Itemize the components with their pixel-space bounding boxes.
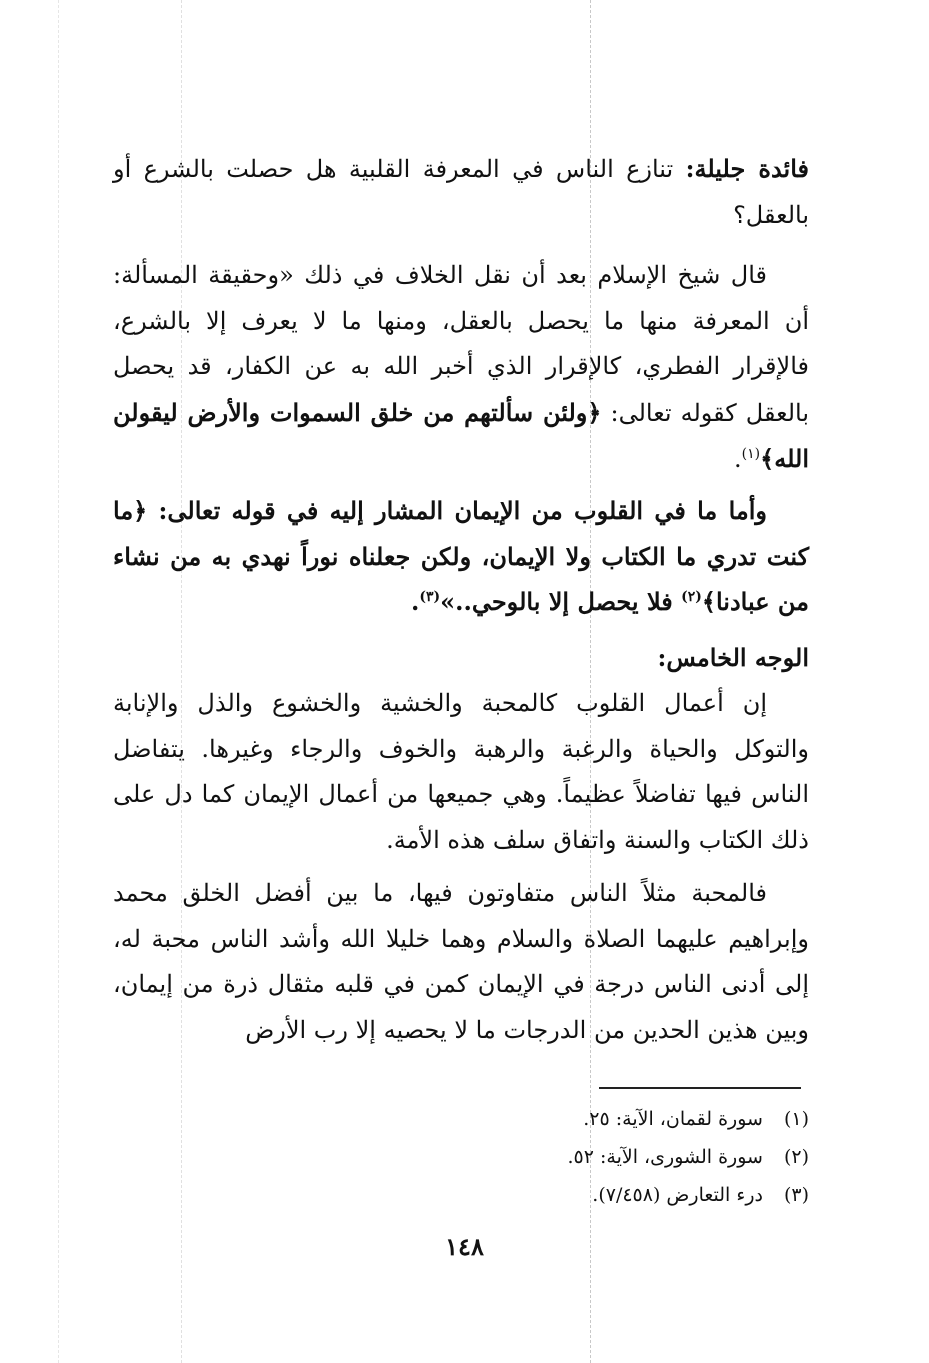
quote-text: قال شيخ الإسلام بعد أن نقل الخلاف في ذلك «وحقيقة المسألة: أن المعرفة منها ما يحصل بالعقل، ومنها ما لا يعرف إلا بالشرع، فالإقرار الفطري، كالإقرار الذي أخبر الله به عن الكفار، قد يحصل بالعقل كقوله تعالى: [113,261,810,427]
footnote-item [209,1176,809,1214]
footnote-text: درء التعارض (٧/٤٥٨). [592,1184,763,1206]
footnote-item [209,1138,809,1176]
paragraph-ibn-taymiyya-quote: قال شيخ الإسلام بعد أن نقل الخلاف في ذلك «وحقيقة المسألة: أن المعرفة منها ما يحصل بالعقل، ومنها ما لا يعرف إلا بالشرع، فالإقرار الفطري، كالإقرار الذي أخبر الله به عن الكفار، قد يحصل بالعقل كقوله تعالى: ﴿ولئن سألتهم من خلق السموات والأرض ليقولن الله﴾$^{(١)}$. [113,261,810,473]
footnote-number: (١) [783,1108,809,1130]
section-heading: الوجه الخامس: [657,643,809,672]
heart-actions-text: إن أعمال القلوب كالمحبة والخشية والخشوع والذل والإنابة والتوكل والحياة والرغبة والرهبة والخوف والرجاء وغيرها. يتفاضل الناس فيها تفاضلاً عظيماً. وهي جميعها من أعمال الإيمان كما دل على ذلك الكتاب والسنة واتفاق سلف هذه الأمة. [113,689,809,854]
love-degrees-text: فالمحبة مثلاً الناس متفاوتون فيها، ما بين أفضل الخلق محمد وإبراهيم عليهما الصلاة والسلام وهما خليلا الله وأشد الناس محبة له، إلى أدنى الناس درجة في الإيمان كمن في قلبه مثقال ذرة من إيمان، وبين هذين الحدين من الدرجات ما لا يحصيه إلا رب الأرض [113,879,809,1044]
footnote-ref-3[interactable]: (٣) [419,589,441,605]
paragraph-love-degrees [113,871,809,1053]
footnote-text: سورة لقمان، الآية: ٢٥. [583,1108,763,1130]
footnote-divider [599,1087,801,1089]
quran-verse: ﴿ولئن سألتهم من خلق السموات والأرض ليقولن الله﴾ [113,397,809,473]
hearts-faith-lead: وأما ما في القلوب من الإيمان المشار إليه في قوله تعالى: ﴿ما كنت تدري ما الكتاب ولا الإيمان، ولكن جعلناه نوراً نهدي به من نشاء من عبادنا﴾ [113,496,809,616]
paragraph-hearts-faith: وأما ما في القلوب من الإيمان المشار إليه في قوله تعالى: ﴿ما كنت تدري ما الكتاب ولا الإيمان، ولكن جعلناه نوراً نهدي به من نشاء من عبادنا﴾$^{(٢)}$ فلا يحصل إلا بالوحي..»$^{(٣)}$. [113,496,809,616]
benefit-lead: فائدة جليلة: [685,154,810,183]
footnote-number: (٢) [783,1146,809,1168]
footnote-item [209,1100,809,1138]
page-number: ١٤٨ [445,1232,484,1261]
footnote-ref-2[interactable]: (٢) [681,589,702,605]
footnote-number: (٣) [783,1184,809,1206]
hearts-faith-text: فلا يحصل إلا بالوحي..» [440,587,682,616]
scan-fold-line [58,0,59,1363]
footnotes [209,1100,809,1214]
paragraph-benefit [113,146,809,238]
paragraph-heart-actions [113,681,809,863]
benefit-text: تنازع الناس في المعرفة القلبية هل حصلت بالشرع أو بالعقل؟ [113,155,809,229]
footnote-ref-1[interactable]: (١) [741,446,761,462]
footnote-text: سورة الشورى، الآية: ٥٢. [567,1146,763,1168]
